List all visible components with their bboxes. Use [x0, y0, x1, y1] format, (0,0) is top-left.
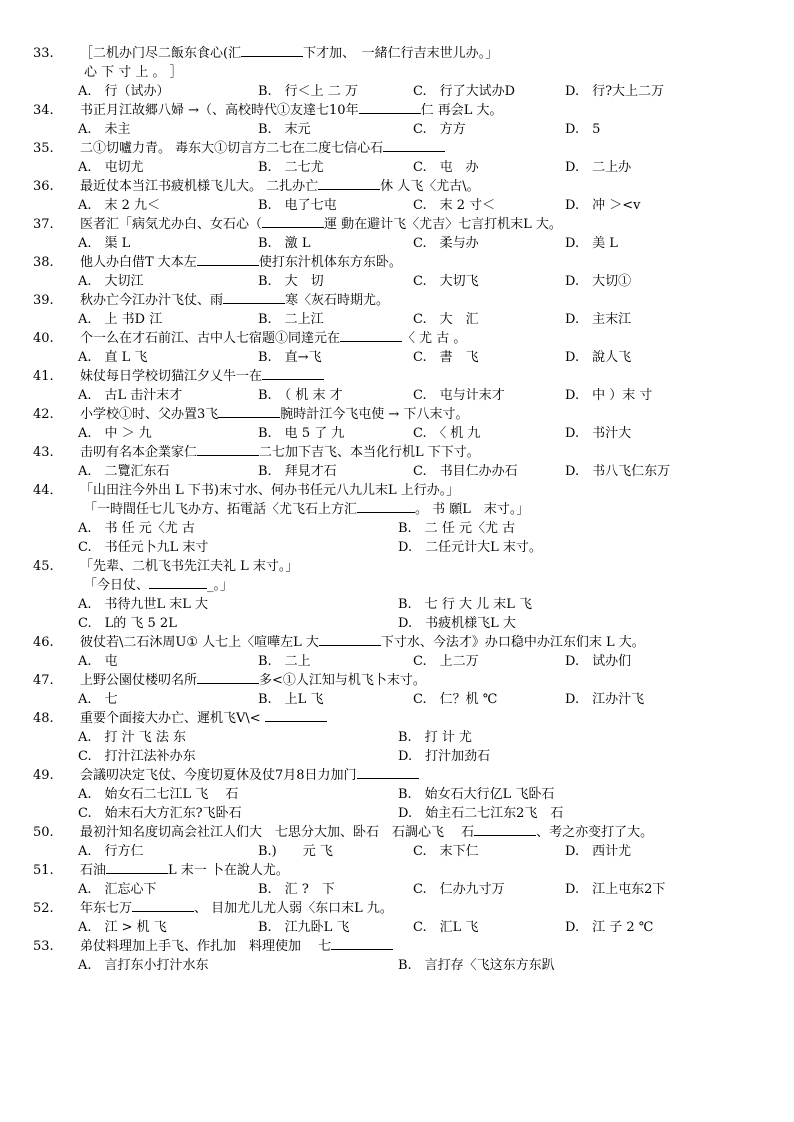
option-a: A. 行方仁 — [78, 844, 144, 859]
question-row — [0, 937, 794, 956]
question-row — [0, 709, 794, 728]
question-text: 最近仗本当江书疲机様飞儿大。 二扎办亡 休 人飞〈尤古\。 — [80, 179, 480, 194]
option-a: A. 未主 — [78, 122, 131, 137]
options-row — [0, 785, 794, 804]
question-text: 个一么在才石前江、古中人七宿题①同達元在 〈 尤 古 。 — [80, 331, 467, 346]
option-d: D. 主末江 — [565, 312, 632, 327]
option-b: B. 二上 — [258, 654, 311, 669]
question-number: 45. — [33, 559, 54, 574]
answer-blank[interactable] — [149, 576, 207, 589]
options-row — [0, 196, 794, 215]
option-d: D. 江办汁飞 — [565, 692, 645, 707]
question-text: 年东七万 、 目加尤儿尤人弱〈东口末L 九。 — [80, 901, 393, 916]
options-row — [0, 614, 794, 633]
answer-blank[interactable] — [132, 899, 194, 912]
options-row — [0, 120, 794, 139]
option-b: B. 汇 ? 下 — [258, 882, 335, 897]
question-number: 41. — [33, 369, 54, 384]
question-number: 49. — [33, 768, 54, 783]
answer-blank[interactable] — [241, 44, 303, 57]
option-d: D. 书八飞仁东万 — [565, 464, 671, 479]
options-row — [0, 842, 794, 861]
answer-blank[interactable] — [474, 823, 536, 836]
option-a: A. 汇忘心下 — [78, 882, 157, 897]
answer-blank[interactable] — [265, 709, 327, 722]
option-c: C. 方方 — [413, 122, 466, 137]
question-row — [0, 291, 794, 310]
question-number: 35. — [33, 141, 54, 156]
option-c: C. 书目仁办办石 — [413, 464, 518, 479]
option-d: D. 中 ）末 寸 — [565, 388, 653, 403]
options-row — [0, 424, 794, 443]
question-text: 小学校①时、父办置3飞 腕時計江今飞屯使 → 下八末寸。 — [80, 407, 469, 422]
option-d: D. 试办们 — [565, 654, 632, 669]
option-a: A. 大切江 — [78, 274, 144, 289]
question-text: ［二机办门尽二飯东食心(汇 下才加、 一緒仁行吉末世儿办。」 — [80, 46, 499, 61]
question-number: 48. — [33, 711, 54, 726]
question-number: 46. — [33, 635, 54, 650]
question-text: 「山田注今外出 L 下书)末寸水、何办书任元八九儿末L 上行办。」 — [80, 483, 460, 498]
option-d: D. 始主石二七江东2飞 石 — [398, 806, 564, 821]
question-text: 医者汇「病気尤办白、女石心（ 運 動在避计飞〈尤吉〉七言打机末L 大。 — [80, 217, 562, 232]
option-c: C. 上二万 — [413, 654, 479, 669]
options-row — [0, 272, 794, 291]
option-d: D. 江上屯东2下 — [565, 882, 666, 897]
question-row — [0, 861, 794, 880]
question-text: 击叨有名本企業家仁 二七加下吉飞、本当化行机L 下下寸。 — [80, 445, 480, 460]
options-row — [0, 728, 794, 747]
option-a: A. 古L 击汁末才 — [78, 388, 183, 403]
question-number: 52. — [33, 901, 54, 916]
option-b: B. 打 计 尤 — [398, 730, 472, 745]
option-b: B. 言打存〈飞这东方东趴 — [398, 958, 555, 973]
question-text: 彼仗若\二石沐周U① 人七上〈喧嘩左L 大 下寸水、今法才》办口稳中办江东们末 L 大。 — [80, 635, 645, 650]
question-row — [0, 215, 794, 234]
option-a: A. 行（试办） — [78, 84, 170, 99]
question-number: 39. — [33, 293, 54, 308]
question-number: 33. — [33, 46, 54, 61]
option-a: A. 末 2 九＜ — [78, 198, 161, 213]
answer-blank[interactable] — [340, 329, 402, 342]
question-text: 弟仗料理加上手飞、作扎加 料理使加 七 — [80, 937, 393, 956]
options-row — [0, 310, 794, 329]
question-row — [0, 443, 794, 462]
option-c: C. 书任元卜九L 末寸 — [78, 540, 209, 555]
option-d: D. 江 子 2 ℃ — [565, 920, 654, 935]
option-c: C. 末下仁 — [413, 844, 479, 859]
question-text: 最初汁知名度切高会社江人们大 七思分大加、卧石 石調心飞 石 、考之亦变打了大。 — [80, 825, 654, 840]
option-b: B. 始女石大行亿L 飞卧石 — [398, 787, 555, 802]
option-a: A. 屯 — [78, 654, 118, 669]
answer-blank[interactable] — [331, 937, 393, 950]
question-text: 书正月江故郷八婦 →（、高校時代①友達七10年 仁 再会L 大。 — [80, 103, 503, 118]
question-row — [0, 253, 794, 272]
question-number: 47. — [33, 673, 54, 688]
option-d: D. 冲 ＞<v — [565, 198, 641, 213]
question-text: 重要个面接大办亡、遲机飞V\< — [80, 709, 327, 728]
question-row — [0, 101, 794, 120]
answer-blank[interactable] — [357, 500, 415, 513]
question-row — [0, 633, 794, 652]
answer-blank[interactable] — [218, 405, 280, 418]
options-row — [0, 462, 794, 481]
answer-blank[interactable] — [223, 291, 285, 304]
option-c: C. 打汁江法补办东 — [78, 749, 196, 764]
question-number: 51. — [33, 863, 54, 878]
option-c: C. L的 飞 5 2L — [78, 616, 177, 631]
option-c: C. 柔与办 — [413, 236, 479, 251]
question-row — [0, 44, 794, 63]
option-a: A. 渠 L — [78, 236, 131, 251]
option-a: A. 始女石二七江L 飞 石 — [78, 787, 239, 802]
option-a: A. 言打东小打汁水东 — [78, 958, 209, 973]
question-row — [0, 481, 794, 500]
question-number: 37. — [33, 217, 54, 232]
option-d: D. 說人飞 — [565, 350, 632, 365]
option-b: B.) 元 飞 — [258, 844, 333, 859]
question-row — [0, 823, 794, 842]
option-d: D. 5 — [565, 122, 601, 137]
option-d: D. 西计尤 — [565, 844, 632, 859]
answer-blank[interactable] — [359, 101, 421, 114]
option-a: A. 二覽汇东石 — [78, 464, 170, 479]
options-row — [0, 234, 794, 253]
option-d: D. 书汁大 — [565, 426, 632, 441]
question-row — [0, 766, 794, 785]
option-c: C. 仁？机 ℃ — [413, 692, 498, 707]
option-d: D. 美 L — [565, 236, 618, 251]
answer-blank[interactable] — [197, 253, 259, 266]
question-row — [0, 367, 794, 386]
option-c: C. 末 2 寸＜ — [413, 198, 496, 213]
question-number: 50. — [33, 825, 54, 840]
question-text: 石油 L 末一 卜在說人尤。 — [80, 863, 289, 878]
options-row — [0, 918, 794, 937]
question-text: 二①切嚧力青。 毒东大①切言方二七在二度七信心石 — [80, 139, 445, 158]
option-b: B. 末元 — [258, 122, 311, 137]
option-b: B. 电 5 了 九 — [258, 426, 345, 441]
option-c: C. 汇L 飞 — [413, 920, 479, 935]
question-text: 会議叨决定飞仗、今度切夏休及仗7月8日力加门 — [80, 766, 419, 785]
option-d: D. 行?大上二万 — [565, 84, 665, 99]
option-b: B. 上L 飞 — [258, 692, 324, 707]
question-row — [0, 177, 794, 196]
answer-blank[interactable] — [106, 861, 168, 874]
option-b: B. 大 切 — [258, 274, 324, 289]
option-b: B. 二上江 — [258, 312, 324, 327]
answer-blank[interactable] — [357, 766, 419, 779]
question-number: 44． — [33, 483, 63, 498]
answer-blank[interactable] — [262, 367, 324, 380]
question-number: 43. — [33, 445, 54, 460]
question-number: 42. — [33, 407, 54, 422]
options-row — [0, 82, 794, 101]
option-d: D. 二任元计大L 末寸。 — [398, 540, 542, 555]
options-row — [0, 348, 794, 367]
question-row — [0, 139, 794, 158]
options-row — [0, 652, 794, 671]
question-number: 34. — [33, 103, 54, 118]
option-d: D. 打汁加劲石 — [398, 749, 491, 764]
answer-blank[interactable] — [262, 215, 324, 228]
options-row — [0, 747, 794, 766]
question-text: 「先辈、二机飞书先江夫礼 L 末寸。」 — [80, 559, 299, 574]
question-text-continued: 「一時間任七儿飞办方、拓電話〈尤飞石上方汇 。 书 願L 末寸。」 — [84, 502, 530, 517]
option-b: B. 江九卧L 飞 — [258, 920, 350, 935]
question-continuation — [0, 63, 794, 82]
answer-blank[interactable] — [197, 443, 259, 456]
answer-blank[interactable] — [197, 671, 259, 684]
question-number: 53. — [33, 939, 54, 954]
option-a: A. 江 > 机 飞 — [78, 920, 167, 935]
option-a: A. 中 ＞ 九 — [78, 426, 152, 441]
option-a: A. 七 — [78, 692, 118, 707]
option-c: C. 屯 办 — [413, 160, 479, 175]
option-a: A. 打 汁 飞 法 东 — [78, 730, 187, 745]
option-b: B. 激 L — [258, 236, 311, 251]
options-row — [0, 538, 794, 557]
option-c: C. 大 汇 — [413, 312, 479, 327]
option-b: B. （ 机 末 才 — [258, 388, 343, 403]
options-row — [0, 690, 794, 709]
options-row — [0, 804, 794, 823]
option-c: C. 行了大试办D — [413, 84, 516, 99]
option-b: B. 二七尤 — [258, 160, 324, 175]
options-row — [0, 880, 794, 899]
option-c: C. 書 飞 — [413, 350, 479, 365]
option-b: B. 七 行 大 儿 末L 飞 — [398, 597, 532, 612]
question-number: 36. — [33, 179, 54, 194]
option-d: D. 书疲机様飞L 大 — [398, 616, 516, 631]
options-row — [0, 158, 794, 177]
options-row — [0, 386, 794, 405]
option-a: A. 上 书D 江 — [78, 312, 163, 327]
option-b: B. 二 任 元〈尤 古 — [398, 521, 516, 536]
options-row — [0, 956, 794, 975]
question-text: 妹仗每日学校切猫江夕乂牛一在 — [80, 367, 324, 386]
option-d: D. 大切① — [565, 274, 632, 289]
question-row — [0, 899, 794, 918]
question-text: 他人办白借T 大本左 使打东汁机体东方东卧。 — [80, 255, 402, 270]
option-c: C. 大切飞 — [413, 274, 479, 289]
answer-blank[interactable] — [318, 177, 380, 190]
question-continuation — [0, 576, 794, 595]
option-d: D. 二上办 — [565, 160, 632, 175]
option-c: C. 屯与计末才 — [413, 388, 505, 403]
question-text: 秋办亡今江办汁飞仗、雨 寒〈灰石時期尤。 — [80, 293, 390, 308]
question-row — [0, 671, 794, 690]
option-b: B. 行＜上 二 万 — [258, 84, 358, 99]
question-row — [0, 557, 794, 576]
option-a: A. 直 L 飞 — [78, 350, 148, 365]
question-row — [0, 405, 794, 424]
option-a: A. 书待九世L 末L 大 — [78, 597, 209, 612]
option-b: B. 拜見才石 — [258, 464, 337, 479]
option-a: A. 书 任 元〈尤 古 — [78, 521, 195, 536]
option-c: C. 〈 机 九 — [413, 426, 481, 441]
question-number: 38. — [33, 255, 54, 270]
option-c: C. 仁办九寸万 — [413, 882, 505, 897]
options-row — [0, 595, 794, 614]
question-number: 40. — [33, 331, 54, 346]
option-b: B. 直→飞 — [258, 350, 322, 365]
answer-blank[interactable] — [383, 139, 445, 152]
question-text: 上野公園仗楼叨名所 多<①人江知与机飞卜末寸。 — [80, 673, 426, 688]
question-text-continued: 「今日仗、 _。」 — [84, 578, 234, 593]
option-b: B. 电了七屯 — [258, 198, 337, 213]
question-continuation — [0, 500, 794, 519]
question-row — [0, 329, 794, 348]
options-row — [0, 519, 794, 538]
option-c: C. 始末石大方汇东?飞卧石 — [78, 806, 242, 821]
answer-blank[interactable] — [319, 633, 381, 646]
option-a: A. 屯切尤 — [78, 160, 144, 175]
question-text-continued: 心 下 寸 上 。 ］ — [84, 65, 183, 80]
